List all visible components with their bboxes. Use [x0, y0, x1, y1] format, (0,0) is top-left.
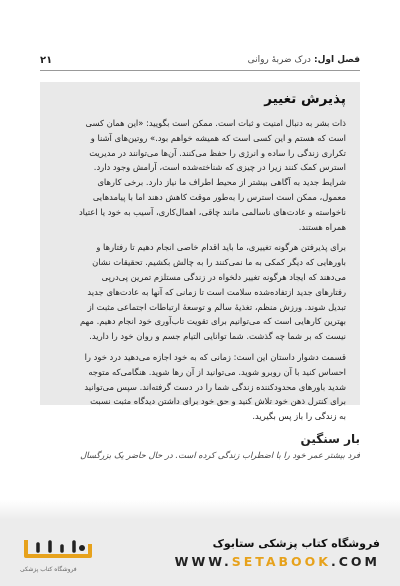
text-line: قسمت دشوار داستان این است: زمانی که به خود اجازه می‌دهید درد خود را [84, 351, 346, 362]
box-title: پذیرش تغییر [264, 91, 346, 107]
text-line: برای پذیرفتن هرگونه تغییری، ما باید اقدام خاصی انجام دهیم تا رفتارها و [96, 242, 346, 253]
page-fade [0, 500, 400, 520]
promo-banner [0, 520, 400, 586]
text-line: ناخواسته و عادت‌های ناسالمی مانند چاقی، اهمال‌کاری، آسیب به خود یا اعتیاد [78, 206, 346, 217]
section-text: فرد بیشتر عمر خود را با اضطراب زندگی کرده است. در حال حاضر یک بزرگسال [80, 450, 360, 460]
setabook-logo [20, 534, 98, 573]
setabook-logo-icon [20, 534, 98, 564]
shop-url[interactable] [175, 554, 380, 569]
text-line: تکراری زندگی را ساده و انرژی را حفظ می‌کنند. آن‌ها می‌توانند در مدیریت [89, 147, 346, 158]
header-divider [40, 70, 360, 71]
paragraph-2 [54, 240, 346, 344]
logo-subtitle: فروشگاه کتاب پزشکی [20, 565, 77, 573]
url-suffix: .COM [331, 554, 380, 569]
page-header [40, 50, 360, 70]
text-line: معمول، ممکن است استرس را به‌طور موقت کاهش دهند اما با پیامدهایی [92, 191, 346, 202]
text-line: می‌دهند که ایجاد هرگونه تغییر دلخواه در زندگی مستلزم تمرین پی‌درپی [101, 271, 346, 282]
text-line: تبدیل شوند. ورزش منظم، تغذیهٔ سالم و توسعهٔ ارتباطات اجتماعی مثبت از [87, 301, 346, 312]
text-line: بهترین کارهایی است که می‌توانیم برای تقویت تاب‌آوری خود انجام دهیم. مهم [79, 316, 346, 327]
text-line: به زندگی را باز پس بگیرید. [252, 411, 346, 422]
text-line: باورهایی که دیگر کمکی به ما نمی‌کنند را به چالش بکشیم. تحقیقات نشان [92, 257, 346, 268]
chapter-title: درک ضربهٔ روانی [247, 55, 311, 65]
text-line: ذات بشر به دنبال امنیت و ثبات است. ممکن است بگویید: «این همان کسی [85, 118, 346, 128]
text-line: احساس کنید با آن روبرو شوید. می‌توانید از آن رها شوید. هنگامی‌که متوجه [88, 366, 346, 377]
shop-name: فروشگاه کتاب پزشکی ستابوک [212, 537, 380, 550]
chapter-heading [248, 55, 360, 65]
text-line: استرس کمک کنند زیرا در چیزی که شناخته‌شده است، آرامش وجود دارد. [93, 162, 346, 173]
text-line: همراه هستند. [298, 221, 346, 232]
paragraph-1 [54, 116, 346, 234]
text-line: است که هستم و این کسی است که همیشه خواهم بود.» روتین‌های آشنا و [90, 132, 346, 143]
shop-info [175, 537, 380, 569]
highlight-box [40, 82, 360, 422]
text-line: نیست که بر شما چه گذشت. شما توانایی التیام جسم و روان خود را دارید. [89, 331, 346, 342]
text-line: شرایط جدید به آگاهی بیشتر از محیط اطراف ما نیاز دارد. برخی کارهای [97, 177, 346, 188]
text-line: شدید باورهای محدودکننده زندگی شما را در دست گرفته‌اند. سپس می‌توانید [84, 381, 346, 392]
text-line: برای کنترل ذهن خود تلاش کنید و حق خود برای داشتن دیدگاه مثبت نسبت [90, 396, 346, 407]
url-prefix: WWW. [174, 554, 232, 569]
text-line: رفتارهای جدید ازتفاده‌شده سلامت است تا زمانی که آنها به عادت‌های جدید [87, 286, 346, 297]
page-number: ۲۱ [40, 54, 53, 66]
paragraph-3 [54, 350, 346, 424]
section-heavy-burden [40, 432, 360, 460]
url-name: SETABOOK [231, 554, 331, 569]
chapter-label: فصل اول: [313, 55, 360, 65]
section-title: بار سنگین [300, 432, 360, 446]
